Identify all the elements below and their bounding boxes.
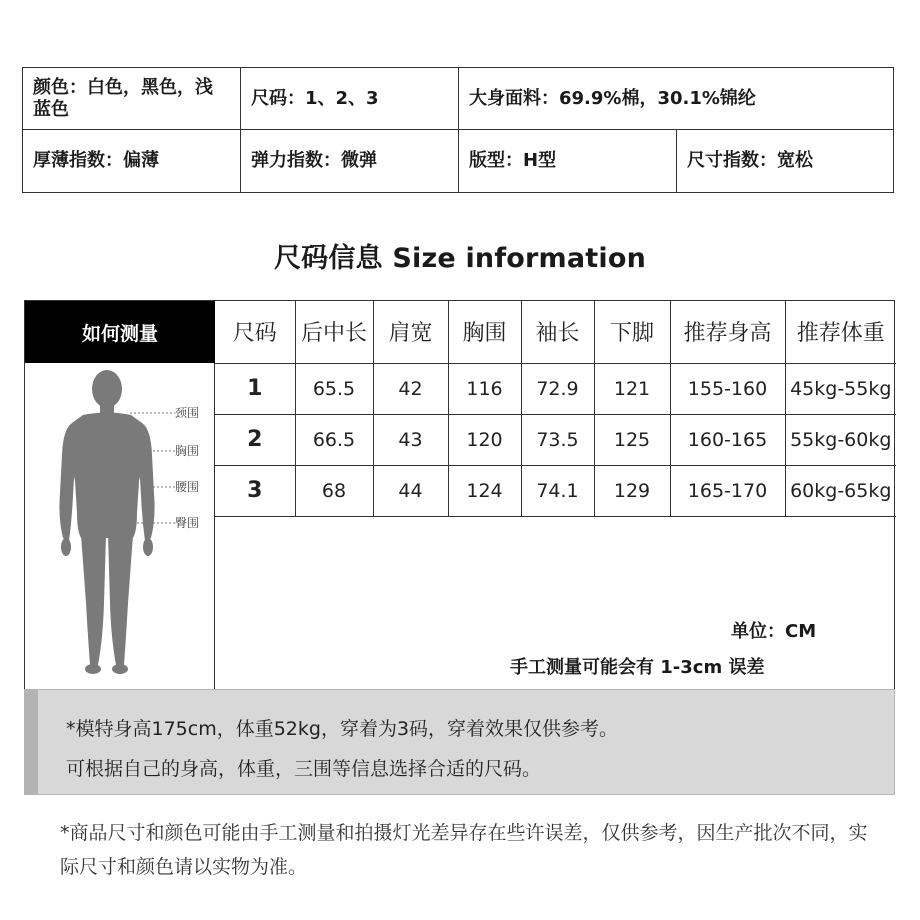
thickness-cell: [23, 130, 240, 192]
thickness-attribute: 厚薄指数：偏薄: [33, 150, 159, 171]
chest-cell: 124: [448, 465, 521, 516]
model-note-line: 可根据自己的身高，体重，三围等信息选择合适的尺码。: [66, 758, 542, 780]
size-index-attribute: 尺寸指数：宽松: [687, 150, 813, 171]
header-shoulder: 肩宽: [373, 301, 448, 363]
hem-cell: 129: [594, 465, 670, 516]
unit-note: 单位：CM: [731, 621, 817, 642]
fabric-cell: [458, 68, 895, 129]
attributes-row-1: [23, 68, 893, 130]
rec-weight-cell: 60kg-65kg: [785, 465, 896, 516]
rec-weight-cell: 55kg-60kg: [785, 414, 896, 465]
shoulder-cell: 42: [373, 363, 448, 414]
sizes-attribute: 尺码：1、2、3: [251, 87, 379, 109]
disclaimer-text: *商品尺寸和颜色可能由手工测量和拍摄灯光差异存在些许误差，仅供参考，因生产批次不同，实际尺寸和颜色请以实物为准。: [60, 822, 868, 878]
back-length-cell: 66.5: [295, 414, 373, 465]
back-length-cell: 68: [295, 465, 373, 516]
table-row: [215, 363, 896, 414]
product-attributes-table: [22, 67, 894, 193]
size-table-header-row: [215, 301, 896, 363]
rec-height-cell: 165-170: [670, 465, 785, 516]
header-hem: 下脚: [594, 301, 670, 363]
measure-label-waist: 腰围: [175, 480, 200, 494]
shoulder-cell: 43: [373, 414, 448, 465]
size-information-title: 尺码信息 Size information: [273, 243, 647, 274]
measurement-figure-panel: [25, 363, 215, 690]
size-chart: [24, 300, 895, 690]
table-row: [215, 465, 896, 516]
fabric-attribute: 大身面料：69.9%棉，30.1%锦纶: [469, 87, 756, 109]
chest-cell: 116: [448, 363, 521, 414]
fit-attribute: 版型：H型: [469, 150, 557, 171]
size-index-cell: [676, 130, 895, 192]
rec-height-cell: 155-160: [670, 363, 785, 414]
header-back-length: 后中长: [295, 301, 373, 363]
model-notes-box: [24, 689, 895, 795]
size-table: [215, 301, 896, 517]
hem-cell: 121: [594, 363, 670, 414]
measurement-error-note: 手工测量可能会有 1-3cm 误差: [510, 657, 765, 678]
size-cell: 2: [215, 414, 295, 465]
sleeve-cell: 73.5: [521, 414, 594, 465]
rec-weight-cell: 45kg-55kg: [785, 363, 896, 414]
header-size: 尺码: [215, 301, 295, 363]
elasticity-cell: [240, 130, 458, 192]
color-cell: [23, 68, 240, 129]
color-attribute: 颜色：白色，黑色，浅蓝色: [33, 76, 213, 120]
header-chest: 胸围: [448, 301, 521, 363]
measure-label-neck: 颈围: [175, 406, 200, 420]
elasticity-attribute: 弹力指数：微弹: [251, 150, 377, 171]
back-length-cell: 65.5: [295, 363, 373, 414]
measure-label-chest: 胸围: [175, 444, 200, 458]
fit-cell: [458, 130, 676, 192]
chest-cell: 120: [448, 414, 521, 465]
header-rec-height: 推荐身高: [670, 301, 785, 363]
hem-cell: 125: [594, 414, 670, 465]
sleeve-cell: 74.1: [521, 465, 594, 516]
sleeve-cell: 72.9: [521, 363, 594, 414]
attributes-row-2: [23, 130, 893, 192]
header-sleeve: 袖长: [521, 301, 594, 363]
model-note-line: *模特身高175cm，体重52kg，穿着为3码，穿着效果仅供参考。: [66, 718, 619, 740]
sizes-cell: [240, 68, 458, 129]
header-rec-weight: 推荐体重: [785, 301, 896, 363]
size-cell: 1: [215, 363, 295, 414]
size-cell: 3: [215, 465, 295, 516]
measure-label-hip: 臀围: [175, 516, 200, 530]
shoulder-cell: 44: [373, 465, 448, 516]
how-to-measure-header: 如何测量: [25, 301, 215, 363]
rec-height-cell: 160-165: [670, 414, 785, 465]
table-row: [215, 414, 896, 465]
